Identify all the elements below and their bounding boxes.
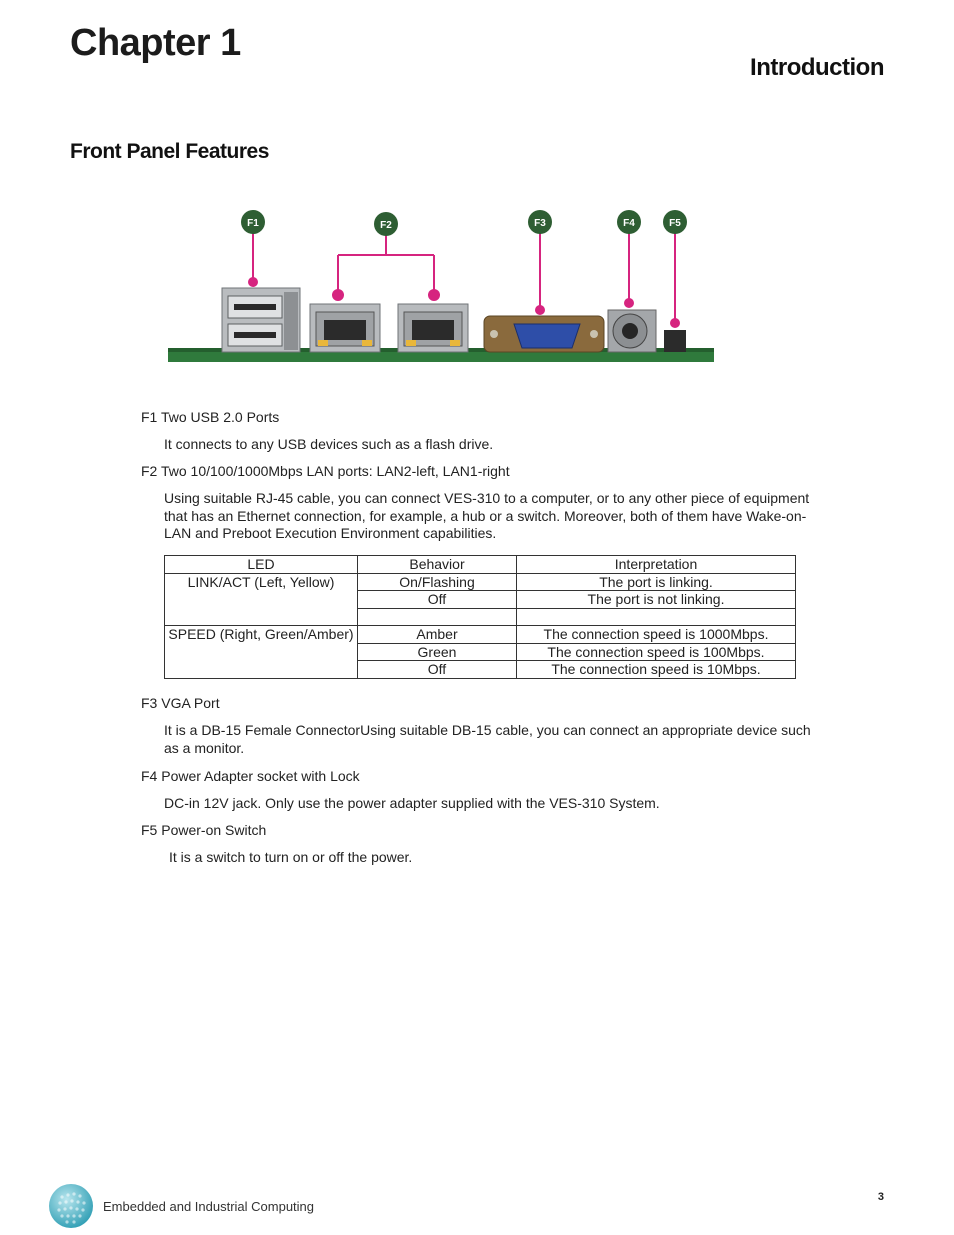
lan-led-table <box>164 555 796 679</box>
behavior-cell: On/Flashing <box>358 573 517 591</box>
column-header-behavior: Behavior <box>358 556 517 574</box>
footer-company-text: Embedded and Industrial Computing <box>103 1199 315 1214</box>
vga-port-image <box>484 316 604 352</box>
section-title: Introduction <box>750 54 884 81</box>
item-f1-description: It connects to any USB devices such as a flash drive. <box>164 436 494 452</box>
item-f3-description: It is a DB-15 Female ConnectorUsing suitable DB-15 cable, you can connect an appropriate device such as a monitor. <box>164 722 811 756</box>
interpretation-cell: The port is linking. <box>517 573 796 591</box>
behavior-cell-empty <box>358 608 517 626</box>
table-row <box>165 626 796 644</box>
column-header-interpretation: Interpretation <box>517 556 796 574</box>
lan-port-right-image <box>398 304 468 352</box>
callout-f3 <box>528 210 552 234</box>
page-number: 3 <box>877 1191 884 1203</box>
callout-f2 <box>374 212 398 236</box>
item-f2-heading: F2 Two 10/100/1000Mbps LAN ports: LAN2-left, LAN1-right <box>141 463 510 479</box>
behavior-cell: Green <box>358 643 517 661</box>
interpretation-cell-empty <box>517 608 796 626</box>
item-f4-heading: F4 Power Adapter socket with Lock <box>141 768 360 784</box>
behavior-cell: Off <box>358 661 517 679</box>
callout-f1 <box>241 210 265 234</box>
interpretation-cell: The port is not linking. <box>517 591 796 609</box>
front-panel-heading: Front Panel Features <box>70 140 269 163</box>
power-switch-image <box>664 330 686 352</box>
interpretation-cell: The connection speed is 100Mbps. <box>517 643 796 661</box>
item-f5-heading: F5 Power-on Switch <box>141 822 267 838</box>
item-f4-description: DC-in 12V jack. Only use the power adapter supplied with the VES-310 System. <box>164 795 660 811</box>
table-header-row <box>165 556 796 574</box>
callout-f5 <box>663 210 687 234</box>
callout-f4 <box>617 210 641 234</box>
led-speed-label: SPEED (Right, Green/Amber) <box>165 626 358 679</box>
lan-port-left-image <box>310 304 380 352</box>
led-link-act-label: LINK/ACT (Left, Yellow) <box>165 573 358 626</box>
item-f2-description: Using suitable RJ-45 cable, you can connect VES-310 to a computer, or to any other piece of equipment that has an Ethernet connection, for example, a hub or a switch. Moreover, both of them have Wake-on-LAN and Preboot Execution Environment capabilities. <box>164 490 810 541</box>
svg-text:F3: F3 <box>534 218 546 229</box>
usb-ports-image <box>222 288 300 352</box>
item-f5-description: It is a switch to turn on or off the power. <box>169 849 413 865</box>
svg-text:F5: F5 <box>669 218 681 229</box>
interpretation-cell: The connection speed is 10Mbps. <box>517 661 796 679</box>
item-f1-heading: F1 Two USB 2.0 Ports <box>141 409 280 425</box>
dc-jack-image <box>608 310 656 352</box>
svg-text:F1: F1 <box>247 218 259 229</box>
behavior-cell: Off <box>358 591 517 609</box>
front-panel-figure <box>160 200 720 370</box>
company-logo-icon <box>48 1183 94 1229</box>
chapter-title: Chapter 1 <box>70 22 241 64</box>
item-f3-heading: F3 VGA Port <box>141 695 220 711</box>
behavior-cell: Amber <box>358 626 517 644</box>
svg-text:F2: F2 <box>380 220 392 231</box>
table-row <box>165 573 796 591</box>
column-header-led: LED <box>165 556 358 574</box>
svg-text:F4: F4 <box>623 218 635 229</box>
interpretation-cell: The connection speed is 1000Mbps. <box>517 626 796 644</box>
